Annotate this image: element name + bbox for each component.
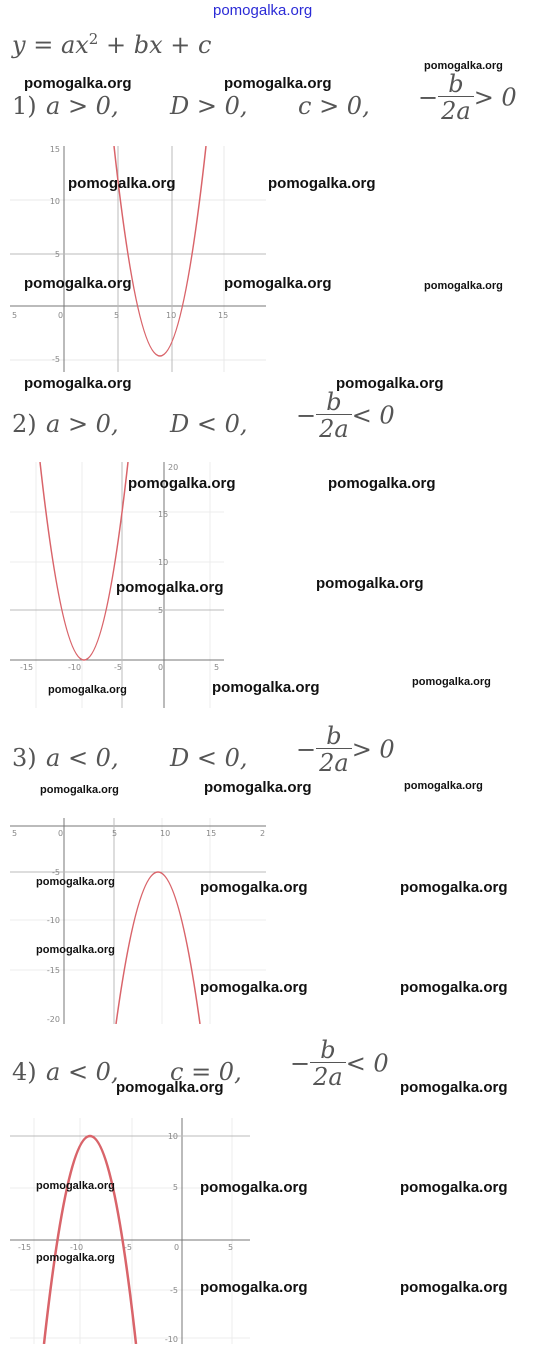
graph-3-xtick-1: 5 [12, 829, 18, 838]
watermark: pomogalka.org [400, 979, 508, 996]
graph-4-xtick-5: 5 [228, 1243, 234, 1252]
graph-3-xtick-3: 5 [112, 829, 118, 838]
graph-1-ytick-3: 5 [54, 250, 60, 259]
watermark: pomogalka.org [268, 175, 376, 192]
graph-3-xtick-6: 2 [260, 829, 266, 838]
watermark: pomogalka.org [36, 944, 115, 956]
watermark: pomogalka.org [200, 1279, 308, 1296]
case-2-cond-d: D < 0, [170, 410, 248, 438]
graph-3-xtick-5: 15 [206, 829, 217, 838]
watermark: pomogalka.org [116, 579, 224, 596]
watermark: pomogalka.org [36, 1252, 115, 1264]
graph-3-xtick-2: 0 [58, 829, 64, 838]
graph-4-xtick-2: -10 [70, 1243, 84, 1252]
graph-2-xtick-5: 5 [214, 663, 220, 672]
formula-lhs: y = [12, 31, 61, 59]
graph-3-ytick-3: -15 [46, 966, 60, 975]
watermark: pomogalka.org [400, 1279, 508, 1296]
watermark: pomogalka.org [424, 280, 503, 292]
frac-rel: < 0 [345, 1049, 389, 1078]
frac-rel: > 0 [473, 83, 517, 112]
frac-sign: − [296, 735, 317, 764]
graph-2-ytick-1: 20 [168, 463, 179, 472]
frac-num: b [326, 722, 342, 750]
graph-4-ytick-3: -5 [170, 1286, 178, 1295]
graph-1-ytick-1: 15 [49, 146, 60, 154]
graph-1-xtick-5: 15 [218, 311, 229, 320]
graph-2-ytick-2: 15 [158, 510, 169, 519]
case-1-cond-a: a > 0, [46, 92, 119, 120]
graph-2-ytick-3: 10 [158, 558, 169, 567]
graph-3-parabola [116, 872, 200, 1024]
watermark: pomogalka.org [200, 879, 308, 896]
graph-1-xtick-3: 5 [114, 311, 120, 320]
frac-sign: − [418, 83, 439, 112]
watermark: pomogalka.org [128, 475, 236, 492]
case-4-number: 4) [12, 1058, 37, 1086]
case-3-cond-d: D < 0, [170, 744, 248, 772]
graph-3-ytick-1: -5 [52, 868, 60, 877]
graph-1-xtick-4: 10 [166, 311, 177, 320]
frac-num: b [326, 388, 342, 416]
case-2-fraction [296, 390, 395, 441]
watermark: pomogalka.org [204, 779, 312, 796]
watermark: pomogalka.org [328, 475, 436, 492]
graph-1-ytick-2: 10 [49, 197, 60, 206]
case-4-fraction [290, 1038, 389, 1089]
case-4-cond-a: a < 0, [46, 1058, 119, 1086]
case-1-cond-c: c > 0, [298, 92, 370, 120]
watermark: pomogalka.org [412, 676, 491, 688]
watermark: pomogalka.org [68, 175, 176, 192]
formula-a: a [60, 31, 76, 59]
watermark: pomogalka.org [36, 1180, 115, 1192]
graph-3-xtick-4: 10 [160, 829, 171, 838]
frac-den: 2a [438, 96, 474, 123]
watermark: pomogalka.org [200, 979, 308, 996]
watermark: pomogalka.org [24, 375, 132, 392]
watermark: pomogalka.org [116, 1079, 224, 1096]
watermark: pomogalka.org [24, 275, 132, 292]
watermark: pomogalka.org [40, 784, 119, 796]
frac-sign: − [296, 401, 317, 430]
graph-3-ytick-4: -20 [46, 1015, 60, 1024]
watermark: pomogalka.org [400, 1079, 508, 1096]
frac-rel: > 0 [351, 735, 395, 764]
graph-1-xtick-1: 5 [12, 311, 18, 320]
site-header: pomogalka.org [213, 2, 313, 19]
watermark: pomogalka.org [424, 60, 503, 72]
graph-2-xtick-1: -15 [20, 663, 34, 672]
watermark: pomogalka.org [400, 1179, 508, 1196]
watermark: pomogalka.org [24, 75, 132, 92]
graph-2-parabola [40, 462, 128, 660]
watermark: pomogalka.org [36, 876, 115, 888]
frac-num: b [320, 1036, 336, 1064]
graph-2-xtick-3: -5 [114, 663, 122, 672]
frac-den: 2a [316, 748, 352, 775]
graph-4-ytick-1: 10 [167, 1132, 178, 1141]
watermark: pomogalka.org [316, 575, 424, 592]
graph-2-xtick-4: 0 [158, 663, 164, 672]
graph-4 [10, 1118, 250, 1344]
watermark: pomogalka.org [404, 780, 483, 792]
formula-exponent: 2 [88, 30, 99, 48]
watermark: pomogalka.org [224, 75, 332, 92]
graph-4-ytick-4: -10 [164, 1335, 178, 1344]
formula-rest: + bx + c [98, 31, 212, 59]
graph-4-xtick-4: 0 [174, 1243, 180, 1252]
graph-1-ytick-4: -5 [52, 355, 60, 364]
watermark: pomogalka.org [400, 879, 508, 896]
case-4-cond-c: c = 0, [170, 1058, 242, 1086]
case-3-cond-a: a < 0, [46, 744, 119, 772]
graph-2-xtick-2: -10 [68, 663, 82, 672]
graph-3-ytick-2: -10 [46, 916, 60, 925]
frac-den: 2a [316, 414, 352, 441]
formula-x: x [75, 31, 89, 59]
quadratic-formula [12, 30, 211, 59]
graph-4-ytick-2: 5 [172, 1183, 178, 1192]
watermark: pomogalka.org [224, 275, 332, 292]
case-1-cond-d: D > 0, [170, 92, 248, 120]
watermark: pomogalka.org [48, 684, 127, 696]
frac-den: 2a [310, 1062, 346, 1089]
frac-rel: < 0 [351, 401, 395, 430]
watermark: pomogalka.org [336, 375, 444, 392]
case-1-fraction [418, 72, 517, 123]
graph-4-xtick-1: -15 [18, 1243, 32, 1252]
graph-4-grid [10, 1118, 250, 1344]
watermark: pomogalka.org [212, 679, 320, 696]
frac-sign: − [290, 1049, 311, 1078]
case-3-fraction [296, 724, 395, 775]
case-2-cond-a: a > 0, [46, 410, 119, 438]
case-1-number: 1) [12, 92, 37, 120]
case-2-number: 2) [12, 410, 37, 438]
graph-1-xtick-2: 0 [58, 311, 64, 320]
graph-2-ytick-4: 5 [158, 606, 164, 615]
watermark: pomogalka.org [200, 1179, 308, 1196]
frac-num: b [448, 70, 464, 98]
case-3-number: 3) [12, 744, 37, 772]
graph-4-xtick-3: -5 [124, 1243, 132, 1252]
